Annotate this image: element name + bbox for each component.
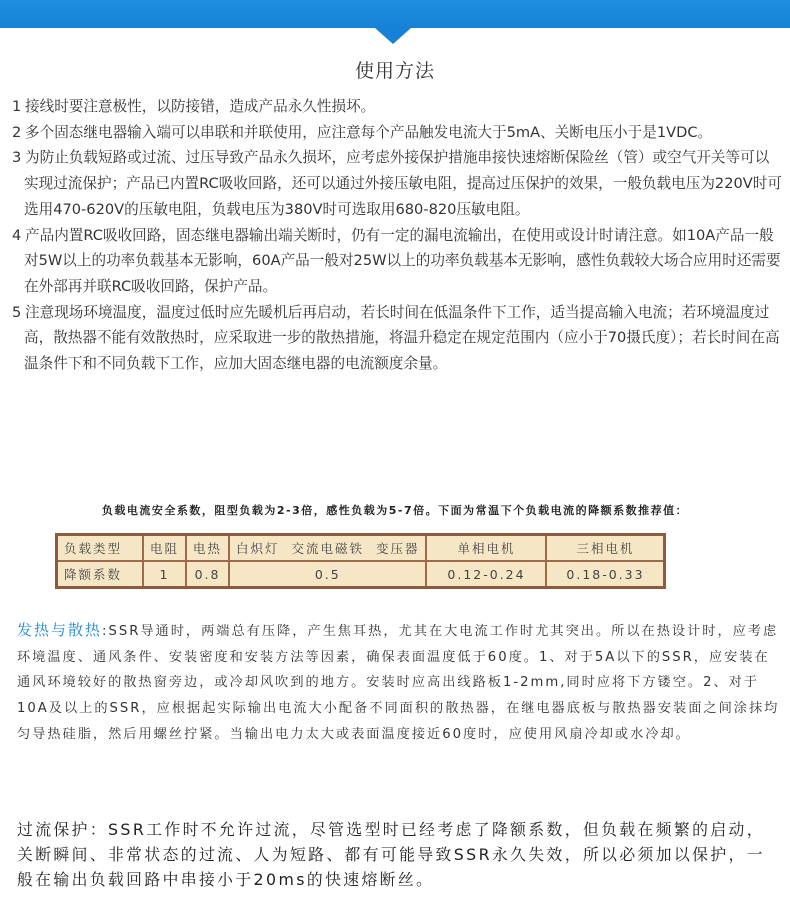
usage-item-number: 2 (12, 123, 22, 141)
table-cell: 0.8 (186, 561, 229, 588)
table-cell (229, 535, 426, 562)
table-cell: 0.18-0.33 (546, 561, 665, 588)
table-cell: 负载类型 (57, 535, 144, 562)
usage-item-number: 1 (12, 98, 22, 115)
heat-body: :SSR导通时，两端总有压降，产生焦耳热，尤其在大电流工作时尤其突出。所以在热设计时，应考虑环境温度、通风条件、安装密度和安装方法等因素，确保表面温度低于60度。1、对于5A以下的SSR，应安装在通风环境较好的散热窗旁边，或冷却风吹到的地方。安装时应高出线路板1-2mm,同时应将下方镂空。2、对于10A及以上的SSR，应根据起实际输出电流大小配备不同面积的散热器，在继电器底板与散热器安装面之间涂抹均匀导热硅脂，然后用螺丝拧紧。当输出电力太大或表面温度接近60度时，应使用风扇冷却或水冷却。 (17, 624, 780, 742)
table-cell: 三相电机 (546, 535, 665, 562)
table-cell: 单相电机 (426, 535, 546, 562)
table-cell-text: 交流电磁铁 (291, 541, 365, 556)
banner-arrow (375, 28, 411, 44)
usage-item (12, 300, 782, 377)
usage-item-number: 4 (12, 226, 22, 244)
header-banner (0, 0, 790, 28)
heat-heading: 发热与散热 (17, 621, 103, 639)
usage-item-number: 5 (12, 303, 22, 321)
usage-item (12, 120, 782, 146)
table-cell: 降额系数 (57, 561, 144, 588)
table-row (57, 561, 665, 588)
table-cell: 电热 (186, 535, 229, 562)
usage-item (12, 223, 782, 300)
usage-item-text: 多个固态继电器输入端可以串联和并联使用，应注意每个产品触发电流大于5mA、关断电压小于是1VDC。 (25, 123, 713, 141)
usage-item (12, 145, 782, 222)
heat-dissipation-section (17, 618, 782, 748)
table-cell-text: 变压器 (375, 541, 420, 556)
derating-table (55, 533, 666, 589)
overcurrent-protection-section: 过流保护：SSR工作时不允许过流，尽管选型时已经考虑了降额系数，但负载在频繁的启动，关断瞬间、非常状态的过流、人为短路、都有可能导致SSR永久失效，所以必须加以保护，一般在输出负载回路中串接小于20ms的快速熔断丝。 (17, 820, 765, 889)
table-cell: 0.12-0.24 (426, 561, 546, 588)
usage-list (12, 94, 782, 377)
usage-item-text: 注意现场环境温度，温度过低时应先暖机后再启动，若长时间在低温条件下工作，适当提高输入电流；若环境温度过高，散热器不能有效散热时，应采取进一步的散热措施，将温升稳定在规定范围内（应小于70摄氏度）；若长时间在高温条件下和不同负载下工作，应加大固态继电器的电流额度余量。 (24, 303, 780, 373)
table-cell: 电阻 (143, 535, 186, 562)
usage-item-number: 3 (12, 149, 22, 167)
usage-item-text: 为防止负载短路或过流、过压导致产品永久损坏，应考虑外接保护措施串接快速熔断保险丝（管）或空气开关等可以实现过流保护；产品已内置RC吸收回路，还可以通过外接压敏电阻，提高过压保护的效果，一般负载电压为220V时可选用470-620V的压敏电阻，负载电压为380V时可选取用680-820压敏电阻。 (24, 149, 782, 218)
usage-item-text: 接线时要注意极性，以防接错，造成产品永久性损坏。 (25, 98, 376, 115)
usage-item-text: 产品内置RC吸收回路，固态继电器输出端关断时，仍有一定的漏电流输出，在使用或设计时请注意。如10A产品一般对5W以上的功率负载基本无影响，60A产品一般对25W以上的功率负载基本无影响，感性负载较大场合应用时还需要在外部再并联RC吸收回路，保护产品。 (24, 226, 781, 295)
usage-item (12, 94, 782, 120)
load-current-note: 负载电流安全系数，阻型负载为2-3倍，感性负载为5-7倍。下面为常温下个负载电流的降额系数推荐值： (101, 504, 689, 517)
table-cell-text: 白炽灯 (236, 541, 280, 556)
table-header-row (57, 535, 665, 562)
table-cell: 1 (143, 561, 186, 588)
page-title: 使用方法 (354, 60, 435, 82)
table-cell: 0.5 (229, 561, 426, 588)
